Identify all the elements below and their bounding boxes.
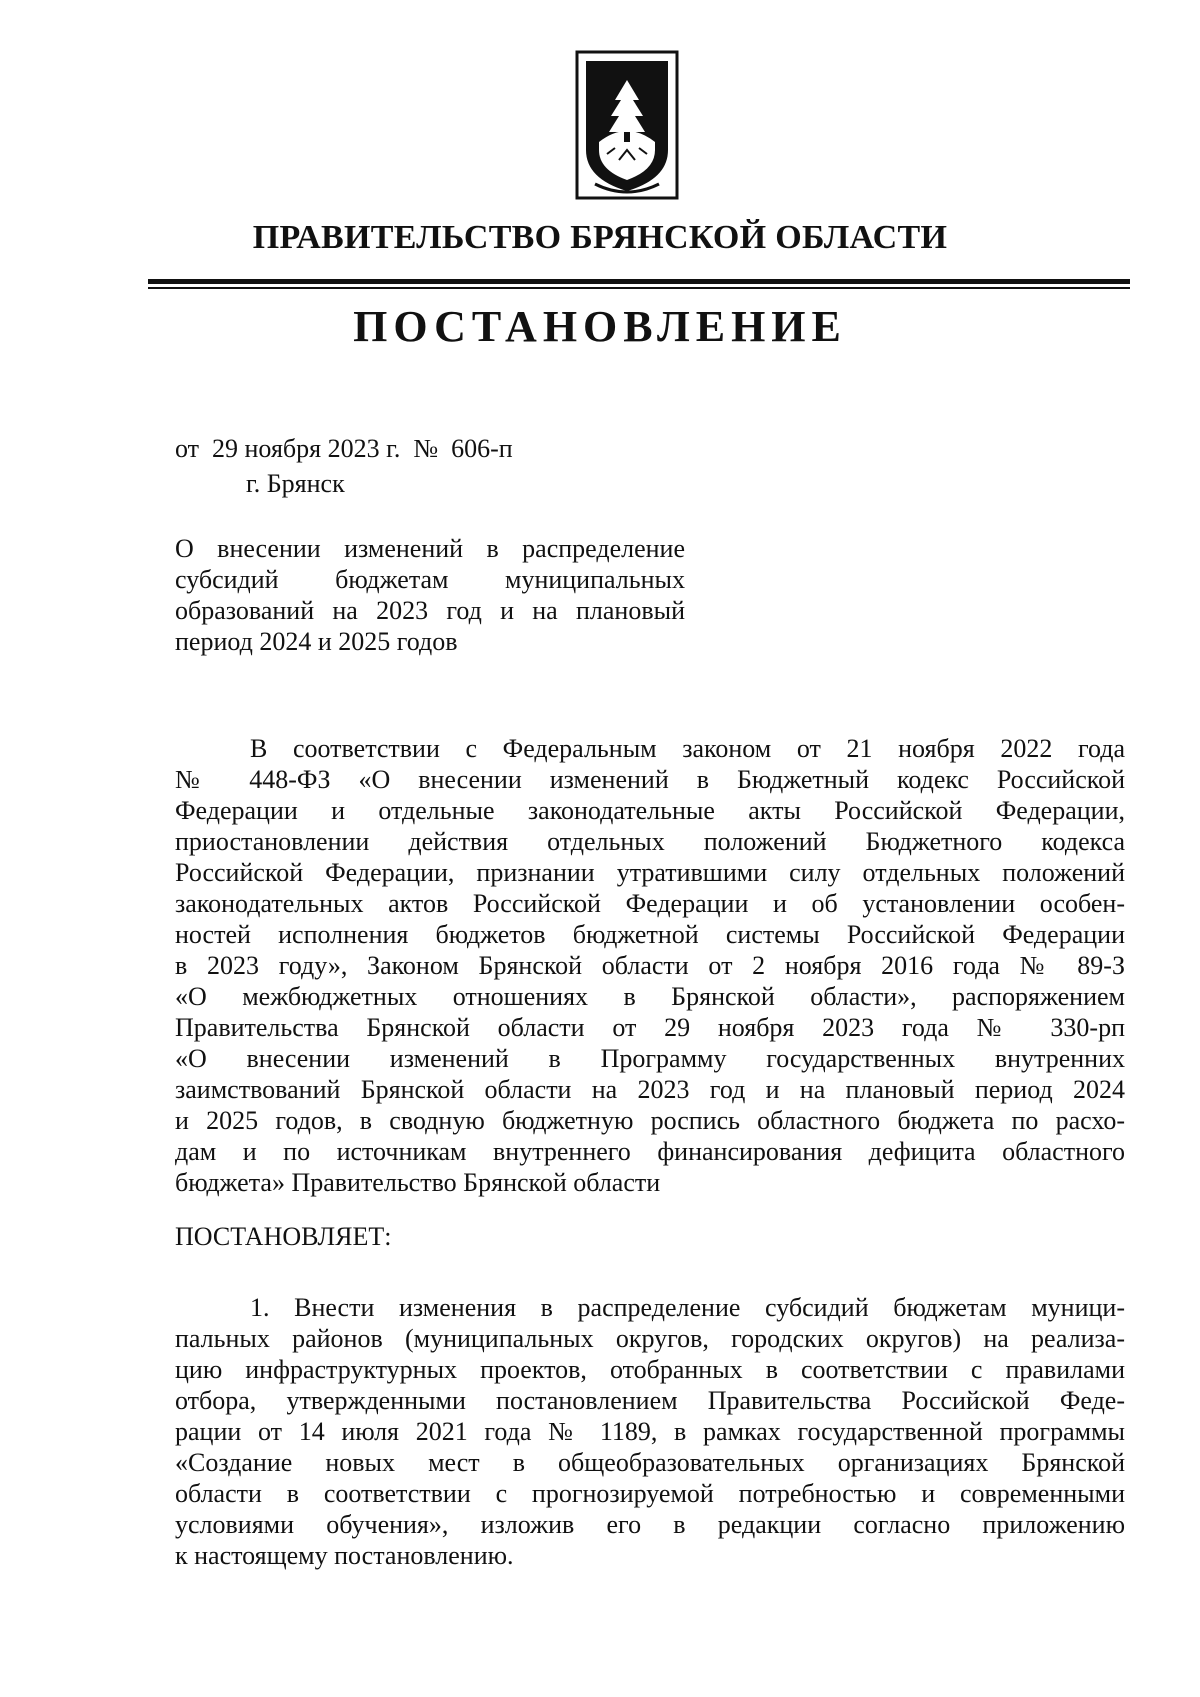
paragraph-line: Правительства Брянской области от 29 ноября 2023 года № 330-рп (175, 1013, 1125, 1042)
paragraph-line: № 448-ФЗ «О внесении изменений в Бюджетный кодекс Российской (175, 765, 1125, 794)
paragraph-line: бюджета» Правительство Брянской области (175, 1168, 661, 1197)
paragraph-line: приостановлении действия отдельных положений Бюджетного кодекса (175, 827, 1125, 856)
subject-line: образований на 2023 год и на плановый (175, 596, 685, 625)
paragraph-line: к настоящему постановлению. (175, 1541, 514, 1570)
header-divider-thin (148, 287, 1130, 289)
date-number-line: от 29 ноября 2023 г. № 606-п (175, 434, 513, 463)
paragraph-line: и 2025 годов, в сводную бюджетную роспись областного бюджета по расхо- (175, 1106, 1125, 1135)
preamble-paragraph (175, 733, 1125, 1198)
decree-word (175, 1221, 1125, 1252)
paragraph-line: «О внесении изменений в Программу государственных внутренних (175, 1044, 1125, 1073)
organization-title: ПРАВИТЕЛЬСТВО БРЯНСКОЙ ОБЛАСТИ (252, 219, 948, 256)
paragraph-line: заимствований Брянской области на 2023 год и на плановый период 2024 (175, 1075, 1125, 1104)
bryansk-coat-of-arms-icon (575, 50, 679, 200)
paragraph-line: отбора, утвержденными постановлением Правительства Российской Феде- (175, 1386, 1125, 1415)
paragraph-line: области в соответствии с прогнозируемой потребностью и современными (175, 1479, 1125, 1508)
subject-line: О внесении изменений в распределение (175, 534, 685, 563)
paragraph-line: цию инфраструктурных проектов, отобранных в соответствии с правилами (175, 1355, 1125, 1384)
paragraph-line: рации от 14 июля 2021 года № 1189, в рамках государственной программы (175, 1417, 1125, 1446)
document-type-title: ПОСТАНОВЛЕНИЕ (353, 302, 847, 351)
paragraph-line: условиями обучения», изложив его в редакции согласно приложению (175, 1510, 1125, 1539)
paragraph-line: 1. Внести изменения в распределение субсидий бюджетам муници- (250, 1293, 1125, 1322)
paragraph-line: «О межбюджетных отношениях в Брянской области», распоряжением (175, 982, 1125, 1011)
paragraph-line: законодательных актов Российской Федерации и об установлении особен- (175, 889, 1125, 918)
paragraph-line: пальных районов (муниципальных округов, городских округов) на реализа- (175, 1324, 1125, 1353)
header-divider-thick (148, 279, 1130, 284)
paragraph-line: в 2023 году», Законом Брянской области от 2 ноября 2016 года № 89-З (175, 951, 1125, 980)
subject-line: субсидий бюджетам муниципальных (175, 565, 685, 594)
city-line: г. Брянск (246, 469, 345, 498)
paragraph-line: ностей исполнения бюджетов бюджетной системы Российской Федерации (175, 920, 1125, 949)
coat-of-arms-emblem (575, 50, 679, 200)
paragraph-line: Российской Федерации, признании утратившими силу отдельных положений (175, 858, 1125, 887)
paragraph-line: «Создание новых мест в общеобразовательных организациях Брянской (175, 1448, 1125, 1477)
clause-1-paragraph (175, 1292, 1125, 1571)
paragraph-line: дам и по источникам внутреннего финансирования дефицита областного (175, 1137, 1125, 1166)
paragraph-line: В соответствии с Федеральным законом от 21 ноября 2022 года (250, 734, 1125, 763)
paragraph-line: Федерации и отдельные законодательные акты Российской Федерации, (175, 796, 1125, 825)
subject-line: период 2024 и 2025 годов (175, 627, 458, 656)
document-subject (175, 533, 685, 657)
decree-line: ПОСТАНОВЛЯЕТ: (175, 1222, 392, 1251)
